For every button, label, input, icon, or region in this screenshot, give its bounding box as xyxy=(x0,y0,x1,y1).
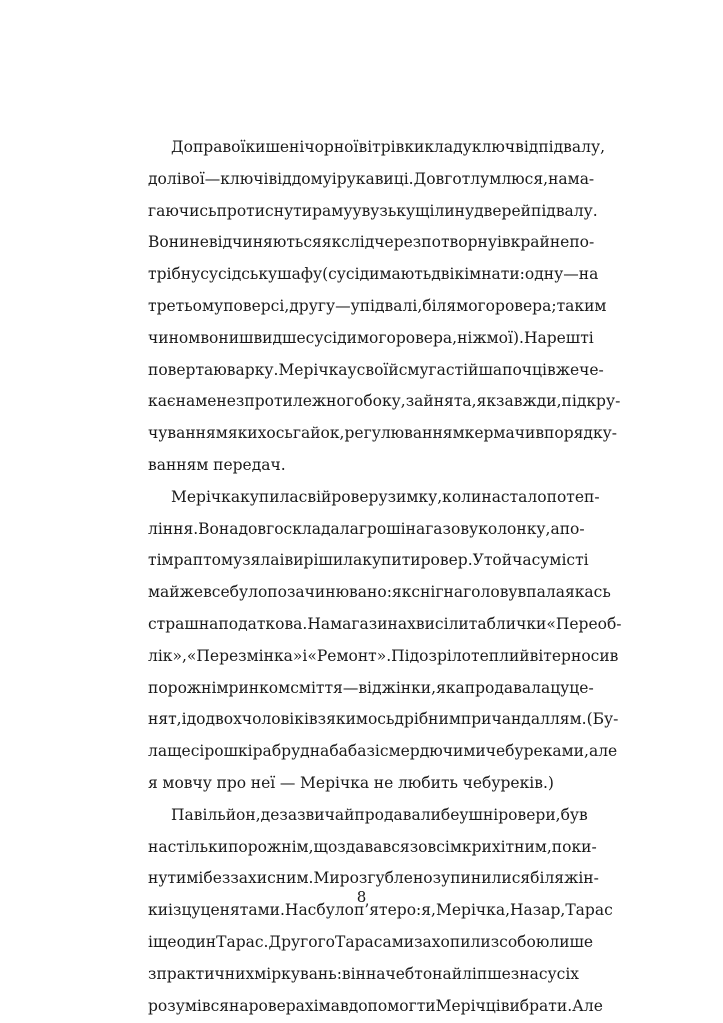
text-line xyxy=(148,959,580,991)
word: і xyxy=(148,932,153,951)
word: баба xyxy=(329,742,367,761)
word: рукавиці. xyxy=(336,169,414,188)
word: у xyxy=(352,201,362,220)
word: боку, xyxy=(363,392,406,411)
word: беушні xyxy=(440,805,499,824)
word: — xyxy=(279,773,296,792)
word: Павільйон, xyxy=(171,805,261,824)
word: кишені xyxy=(245,138,305,156)
word: Тараса xyxy=(335,932,392,951)
word: здавався xyxy=(337,837,410,856)
word: гроші xyxy=(358,519,406,538)
word: зупинилися xyxy=(432,869,531,888)
word: один xyxy=(176,932,217,951)
word: продавала xyxy=(464,678,551,697)
word: не xyxy=(373,773,394,792)
word: ки xyxy=(148,901,169,920)
word: час xyxy=(512,551,541,570)
word: Але xyxy=(572,996,603,1015)
word: податкова. xyxy=(218,614,308,633)
text-line xyxy=(148,482,600,514)
word: захопили xyxy=(414,932,491,951)
word: повертаю xyxy=(148,360,227,379)
text-line xyxy=(148,227,595,259)
word: зі xyxy=(366,742,380,761)
word: мої). xyxy=(486,328,524,347)
word: — xyxy=(563,265,579,284)
word: Підозріло xyxy=(391,646,472,665)
word: впорядку- xyxy=(535,424,617,443)
word: я, xyxy=(421,901,436,920)
word: і xyxy=(279,551,285,570)
word: підкру- xyxy=(561,392,621,411)
word: ровера, xyxy=(395,328,458,347)
word: свій xyxy=(298,487,332,506)
word: ключ xyxy=(471,138,516,156)
word: гаючись xyxy=(148,201,217,220)
word: на xyxy=(443,583,464,602)
word: крихітним, xyxy=(461,837,552,856)
word: мовчу xyxy=(162,773,212,792)
text-line xyxy=(148,450,576,482)
word: усіх xyxy=(547,964,580,983)
word: Мерічці xyxy=(435,996,501,1015)
text-line xyxy=(148,577,611,609)
text-line xyxy=(148,386,621,418)
word: поверсі, xyxy=(223,296,290,315)
word: ми xyxy=(391,932,415,951)
word: все xyxy=(203,583,230,602)
word: причандаллям. xyxy=(460,710,587,729)
word: вкрай xyxy=(501,233,550,252)
word: до xyxy=(186,710,206,729)
word: — xyxy=(342,678,359,697)
word: а xyxy=(550,519,560,538)
text-line xyxy=(148,673,594,705)
word: ровера; xyxy=(495,296,557,315)
word: дому xyxy=(291,169,332,188)
text-line xyxy=(148,736,618,768)
word: вітрівки xyxy=(358,138,425,156)
word: ключі xyxy=(220,169,269,188)
word: практичних xyxy=(156,964,255,983)
word: регулюванням xyxy=(344,424,465,443)
word: нама- xyxy=(548,169,595,188)
word: вибрати. xyxy=(500,996,573,1015)
word: вони xyxy=(200,328,240,347)
word: ла xyxy=(148,742,168,761)
text-line xyxy=(148,768,576,800)
word: і xyxy=(313,996,319,1015)
text-line xyxy=(148,704,619,736)
word: якимось xyxy=(326,710,395,729)
word: вирішила xyxy=(284,551,363,570)
word: собою xyxy=(499,932,550,951)
word: Мерічка xyxy=(171,487,241,506)
word: був xyxy=(560,805,588,824)
word: трібну xyxy=(148,265,201,284)
word: правої xyxy=(192,138,246,156)
word: сміття xyxy=(290,678,343,697)
word: керма xyxy=(464,424,515,443)
text-line xyxy=(148,927,594,959)
text-line xyxy=(148,609,622,641)
word: допомогти xyxy=(348,996,436,1015)
word: — xyxy=(335,296,351,315)
word: ринком xyxy=(228,678,291,697)
word: передач. xyxy=(213,455,286,474)
word: як xyxy=(476,392,497,411)
word: вузьку xyxy=(361,201,416,220)
word: щілину xyxy=(415,201,475,220)
word: той xyxy=(483,551,513,570)
word: з xyxy=(317,710,327,729)
word: що xyxy=(313,837,338,856)
word: третьому xyxy=(148,296,224,315)
word: порожнім, xyxy=(228,837,314,856)
word: відчиняються xyxy=(208,233,322,252)
text-line xyxy=(148,832,597,864)
word: розумівся xyxy=(148,996,230,1015)
word: від xyxy=(515,138,539,156)
word: на xyxy=(175,392,196,411)
word: арку. xyxy=(235,360,279,379)
word: ще xyxy=(152,932,177,951)
word: — xyxy=(204,169,221,188)
word: (сусіди xyxy=(322,265,380,284)
word: і xyxy=(302,646,308,665)
word: сірошкіра xyxy=(190,742,272,761)
word: підвалу. xyxy=(530,201,598,220)
word: по- xyxy=(559,519,585,538)
text-line xyxy=(148,991,603,1023)
word: цуценятами. xyxy=(181,901,285,920)
word: неї xyxy=(250,773,276,792)
word: двох xyxy=(205,710,242,729)
word: сусідську xyxy=(200,265,278,284)
word: тім xyxy=(148,551,174,570)
word: порожнім xyxy=(148,678,229,697)
word: раптом xyxy=(173,551,234,570)
word: на xyxy=(229,996,249,1015)
word: швидше xyxy=(239,328,306,347)
word: як xyxy=(391,583,412,602)
word: колонку, xyxy=(478,519,551,538)
word: майже xyxy=(148,583,204,602)
word: з xyxy=(148,964,157,983)
word: жінки, xyxy=(381,678,437,697)
word: Нас xyxy=(284,901,317,920)
word: зазвичай xyxy=(279,805,355,824)
text-line xyxy=(148,259,599,291)
word: Назар, xyxy=(510,901,566,920)
word: магазинах xyxy=(330,614,416,633)
word: узимку, xyxy=(378,487,443,506)
word: найліпше xyxy=(432,964,511,983)
word: місті xyxy=(549,551,589,570)
word: чебуреками, xyxy=(485,742,589,761)
word: якась xyxy=(564,583,611,602)
word: брудна xyxy=(271,742,330,761)
text-line xyxy=(148,132,606,164)
word: че- xyxy=(579,360,604,379)
word: начебто xyxy=(365,964,433,983)
word: До xyxy=(171,138,193,156)
word: газову xyxy=(425,519,479,538)
word: я xyxy=(148,773,158,792)
text-line xyxy=(148,514,585,546)
word: зовсім xyxy=(409,837,462,856)
word: «Ремонт». xyxy=(307,646,392,665)
word: гайок, xyxy=(292,424,345,443)
word: з xyxy=(510,964,520,983)
word: мають xyxy=(379,265,432,284)
word: біля xyxy=(530,869,565,888)
word: голову xyxy=(463,583,518,602)
word: в xyxy=(226,360,236,379)
text-line xyxy=(148,291,607,323)
word: підвалі, xyxy=(359,296,423,315)
text-line xyxy=(148,355,604,387)
word: у xyxy=(347,360,357,379)
word: сніг xyxy=(411,583,444,602)
word: висіли xyxy=(415,614,469,633)
word: Нарешті xyxy=(523,328,594,347)
text-line xyxy=(148,323,594,355)
word: ління. xyxy=(148,519,199,538)
text-line xyxy=(148,800,588,832)
word: він xyxy=(341,964,366,983)
word: мого xyxy=(356,328,396,347)
word: жін- xyxy=(564,869,599,888)
word: чи xyxy=(514,424,536,443)
word: з xyxy=(235,392,245,411)
text-line xyxy=(148,164,595,196)
word: і xyxy=(181,710,187,729)
word: від xyxy=(358,678,382,697)
word: Другого xyxy=(268,932,336,951)
word: «Переоб- xyxy=(546,614,622,633)
word: шафу xyxy=(277,265,323,284)
word: якихось xyxy=(227,424,293,443)
word: таблички xyxy=(468,614,547,633)
word: позачинювано: xyxy=(267,583,392,602)
word: з xyxy=(490,932,500,951)
word: носив xyxy=(570,646,619,665)
word: чоловіків xyxy=(241,710,318,729)
word: настільки xyxy=(148,837,229,856)
word: мене xyxy=(195,392,236,411)
word: дві xyxy=(431,265,455,284)
word: теплий xyxy=(471,646,530,665)
word: у xyxy=(540,551,550,570)
word: де xyxy=(260,805,280,824)
word: яка xyxy=(436,678,465,697)
word: У xyxy=(472,551,484,570)
word: сусіди xyxy=(305,328,357,347)
word: розгублено xyxy=(339,869,433,888)
word: складала xyxy=(283,519,359,538)
word: Довго xyxy=(413,169,462,188)
word: від xyxy=(268,169,292,188)
word: із xyxy=(168,901,182,920)
word: кладу xyxy=(424,138,472,156)
word: на xyxy=(578,265,599,284)
word: лише xyxy=(549,932,594,951)
word: беззахисним. xyxy=(203,869,314,888)
word: ровери, xyxy=(498,805,561,824)
word: коли xyxy=(442,487,482,506)
word: раму xyxy=(312,201,353,220)
word: завжди, xyxy=(496,392,562,411)
word: тлумлюся, xyxy=(461,169,549,188)
text-line xyxy=(148,196,598,228)
word: настало xyxy=(481,487,547,506)
word: через xyxy=(374,233,422,252)
word: ровер. xyxy=(420,551,473,570)
word: на xyxy=(405,519,426,538)
word: дверей xyxy=(474,201,531,220)
word: (Бу- xyxy=(586,710,619,729)
word: мого xyxy=(456,296,496,315)
word: Мерічка, xyxy=(436,901,511,920)
word: чебуреків.) xyxy=(462,773,554,792)
word: було xyxy=(316,901,355,920)
word: впала xyxy=(517,583,565,602)
word: як xyxy=(321,233,342,252)
word: роверах xyxy=(248,996,314,1015)
word: біля xyxy=(422,296,457,315)
word: Мерічка xyxy=(278,360,348,379)
word: і xyxy=(331,169,337,188)
page-number: 8 xyxy=(356,888,367,906)
word: ніж xyxy=(457,328,487,347)
word: ванням xyxy=(148,455,209,474)
word: довго xyxy=(238,519,284,538)
word: «Перезмінка» xyxy=(186,646,303,665)
word: страшна xyxy=(148,614,219,633)
word: таким xyxy=(556,296,607,315)
word: нят, xyxy=(148,710,182,729)
word: нутим xyxy=(148,869,199,888)
text-line xyxy=(148,545,589,577)
word: Тарас xyxy=(565,901,613,920)
word: нас xyxy=(519,964,548,983)
word: не xyxy=(189,233,209,252)
word: про xyxy=(216,773,247,792)
word: лівої xyxy=(166,169,205,188)
word: мав xyxy=(318,996,349,1015)
word: купила xyxy=(240,487,299,506)
word: другу xyxy=(289,296,336,315)
text-line xyxy=(148,641,619,673)
word: кає xyxy=(148,392,176,411)
word: протиснути xyxy=(216,201,313,220)
word: Вона xyxy=(198,519,239,538)
word: і xyxy=(198,869,204,888)
word: кімнати: xyxy=(454,265,525,284)
word: поки- xyxy=(551,837,597,856)
word: вітер xyxy=(529,646,571,665)
word: ровер xyxy=(331,487,379,506)
word: непо- xyxy=(549,233,595,252)
word: міркувань: xyxy=(254,964,342,983)
word: ще xyxy=(167,742,191,761)
word: дрібним xyxy=(394,710,461,729)
word: чином xyxy=(148,328,201,347)
word: смердючими xyxy=(379,742,486,761)
word: продавали xyxy=(354,805,441,824)
word: лік», xyxy=(148,646,187,665)
word: слід xyxy=(341,233,375,252)
word: Вони xyxy=(148,233,190,252)
word: Тарас. xyxy=(216,932,269,951)
word: потеп- xyxy=(546,487,600,506)
word: чорної xyxy=(304,138,359,156)
word: у xyxy=(350,296,360,315)
word: і xyxy=(496,233,502,252)
text-line xyxy=(148,418,617,450)
word: п’ятеро: xyxy=(354,901,422,920)
word: вже xyxy=(546,360,580,379)
word: Ми xyxy=(313,869,340,888)
word: було xyxy=(229,583,268,602)
word: цуце- xyxy=(550,678,594,697)
word: смугастій xyxy=(398,360,479,379)
word: але xyxy=(588,742,618,761)
word: На xyxy=(307,614,331,633)
word: любить xyxy=(397,773,458,792)
word: купити xyxy=(362,551,421,570)
word: зайнята, xyxy=(405,392,477,411)
word: чуванням xyxy=(148,424,228,443)
word: протилежного xyxy=(244,392,364,411)
word: шапочці xyxy=(478,360,547,379)
word: потворну xyxy=(421,233,497,252)
word: своїй xyxy=(356,360,399,379)
word: узяла xyxy=(233,551,280,570)
word: одну xyxy=(524,265,564,284)
word: Мерічка xyxy=(300,773,370,792)
word: до xyxy=(148,169,167,188)
word: підвалу, xyxy=(538,138,606,156)
